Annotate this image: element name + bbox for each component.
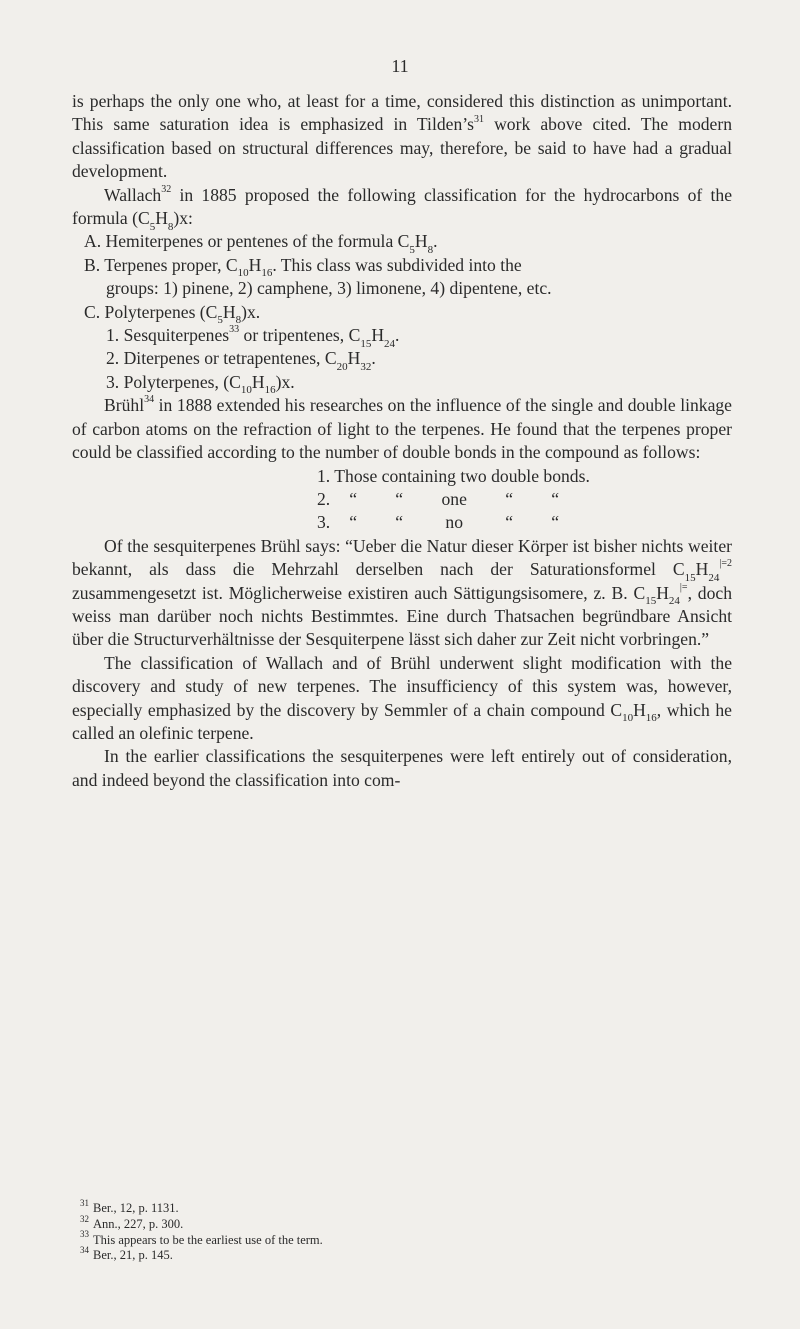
paragraph-3: [72, 394, 732, 464]
list-item-b: [72, 254, 732, 280]
text: is perhaps the only one who, at least for a time, considered this distinction as unimportant. This same saturation idea is emphasized in Tilden’s: [72, 91, 732, 135]
subscript: 32: [360, 360, 372, 373]
text: The classification of Wallach and of Brühl underwent slight modification with the discovery and study of new terpenes. The insufficiency of this system was, however, especially emphasized by the discovery by Semmler of a chain compound C: [72, 652, 732, 720]
list-item-a: [72, 230, 732, 256]
footnote-ref: 32: [161, 183, 172, 195]
superscript: |=: [679, 581, 688, 593]
footnote-text: Ber., 12, p. 1131.: [93, 1201, 179, 1215]
text: )x:: [173, 208, 193, 229]
page-body: [72, 90, 732, 792]
text: 2.: [317, 488, 331, 509]
text: H: [251, 371, 265, 392]
footnote: [80, 1197, 720, 1217]
subscript: 24: [668, 595, 680, 608]
sublist-item-2: [72, 347, 732, 373]
bond-list-item-1: 1. Those containing two double bonds.: [317, 465, 590, 486]
footnote: [80, 1213, 720, 1233]
subscript: 5: [149, 220, 156, 233]
text: one: [441, 488, 467, 509]
subscript: 20: [336, 360, 348, 373]
text: 1. Sesquiterpenes: [106, 325, 230, 346]
paragraph-1: [72, 90, 732, 184]
footnote-text: Ann., 227, p. 300.: [93, 1216, 184, 1231]
footnotes: [80, 1197, 720, 1264]
footnote: [80, 1245, 720, 1264]
footnote-text: This appears to be the earliest use of the term.: [93, 1232, 323, 1247]
paragraph-6: In the earlier classifications the sesquiterpenes were left entirely out of consideration, and indeed beyond the classification into com-: [72, 746, 732, 790]
ditto-mark: “: [551, 512, 560, 533]
ditto-mark: “: [551, 488, 560, 509]
footnote-number: 33: [80, 1229, 89, 1240]
text: , doch weiss man darüber noch nichts Bestimmtes. Eine durch Thatsachen begründbare Ansicht über die Structurverhältnisse der Sesquiterpene lässt sich daher zur Zeit nicht vorbringen.”: [72, 582, 732, 650]
ditto-mark: “: [395, 512, 404, 533]
subscript: 16: [264, 384, 276, 397]
subscript: 5: [409, 243, 415, 256]
text: .: [433, 231, 438, 252]
paragraph-5: [72, 652, 732, 746]
subscript: 15: [360, 337, 372, 350]
subscript: 15: [684, 571, 696, 584]
text: 3. Polyterpenes, (C: [106, 371, 241, 392]
subscript: 5: [217, 314, 223, 327]
subscript: 24: [708, 571, 720, 584]
footnote: [80, 1229, 720, 1249]
ditto-mark: “: [505, 488, 514, 509]
subscript: 24: [384, 337, 396, 350]
subscript: 10: [237, 267, 249, 280]
subscript: 8: [167, 220, 174, 233]
subscript: 15: [645, 595, 657, 608]
text: 2. Diterpenes or tetrapentenes, C: [106, 348, 337, 369]
text: H: [222, 301, 236, 322]
footnote-number: 32: [80, 1213, 89, 1224]
text: , which he called an olefinic terpene.: [72, 699, 732, 743]
text: in 1885 proposed the following classification for the hydrocarbons of the formula (C: [72, 184, 732, 229]
text: H: [248, 254, 262, 275]
text: Of the sesquiterpenes Brühl says: “Ueber die Natur dieser Körper ist bisher nichts weiter bekannt, als dass die Mehrzahl derselben nach der Saturationsformel C: [72, 535, 732, 580]
text: .: [395, 325, 400, 346]
footnote-number: 31: [80, 1197, 89, 1208]
text: H: [695, 559, 709, 580]
text: H: [155, 208, 168, 229]
paragraph-4-quote: [72, 535, 732, 652]
page-number: 11: [391, 56, 409, 76]
subscript: 8: [235, 314, 242, 327]
text: work above cited. The modern classification based on structural differences may, therefore, be said to have had a gradual development.: [72, 114, 733, 182]
text: C. Polyterpenes (C: [84, 301, 218, 322]
superscript: |=2: [719, 558, 732, 570]
text: Brühl: [104, 395, 145, 416]
bond-list-item-3: [72, 511, 732, 534]
list-item-b-continued: groups: 1) pinene, 2) camphene, 3) limonene, 4) dipentene, etc.: [106, 278, 552, 299]
text: or tripentenes, C: [239, 325, 361, 346]
text: A. Hemiterpenes or pentenes of the formula C: [84, 231, 410, 252]
sublist-item-1: [72, 324, 732, 350]
footnote-ref: 34: [144, 394, 155, 406]
text: no: [445, 512, 463, 533]
text: H: [633, 699, 646, 720]
ditto-mark: “: [349, 488, 358, 509]
text: H: [414, 231, 428, 252]
ditto-mark: “: [349, 512, 358, 533]
text: H: [371, 325, 385, 346]
subscript: 10: [622, 712, 634, 725]
ditto-mark: “: [505, 512, 514, 533]
text: 3.: [317, 512, 331, 533]
paragraph-2: [72, 184, 732, 231]
footnote-ref: 31: [473, 113, 484, 125]
sublist-item-3: [72, 371, 732, 397]
footnote-number: 34: [80, 1245, 89, 1256]
bond-list-item-2: [72, 488, 732, 511]
text: Wallach: [104, 184, 162, 205]
list-item-c: [72, 301, 732, 327]
text: )x.: [275, 371, 295, 392]
text: in 1888 extended his researches on the influence of the single and double linkage of carbon atoms on the refraction of light to the terpenes. He found that the terpenes proper could be classified according to the number of double bonds in the compound as follows:: [72, 395, 732, 463]
text: . This class was subdivided into the: [272, 254, 522, 275]
subscript: 16: [261, 267, 273, 280]
footnote-text: Ber., 21, p. 145.: [93, 1248, 173, 1263]
text: H: [347, 348, 361, 369]
subscript: 16: [645, 712, 657, 725]
footnote-ref: 33: [229, 324, 240, 336]
text: B. Terpenes proper, C: [84, 254, 238, 275]
subscript: 8: [427, 243, 434, 256]
ditto-mark: “: [395, 488, 404, 509]
subscript: 10: [240, 384, 252, 397]
text: .: [371, 348, 376, 369]
text: zusammengesetzt ist. Möglicherweise existiren auch Sättigungsisomere, z. B. C: [72, 582, 646, 603]
text: H: [656, 582, 669, 603]
text: )x.: [241, 301, 261, 322]
